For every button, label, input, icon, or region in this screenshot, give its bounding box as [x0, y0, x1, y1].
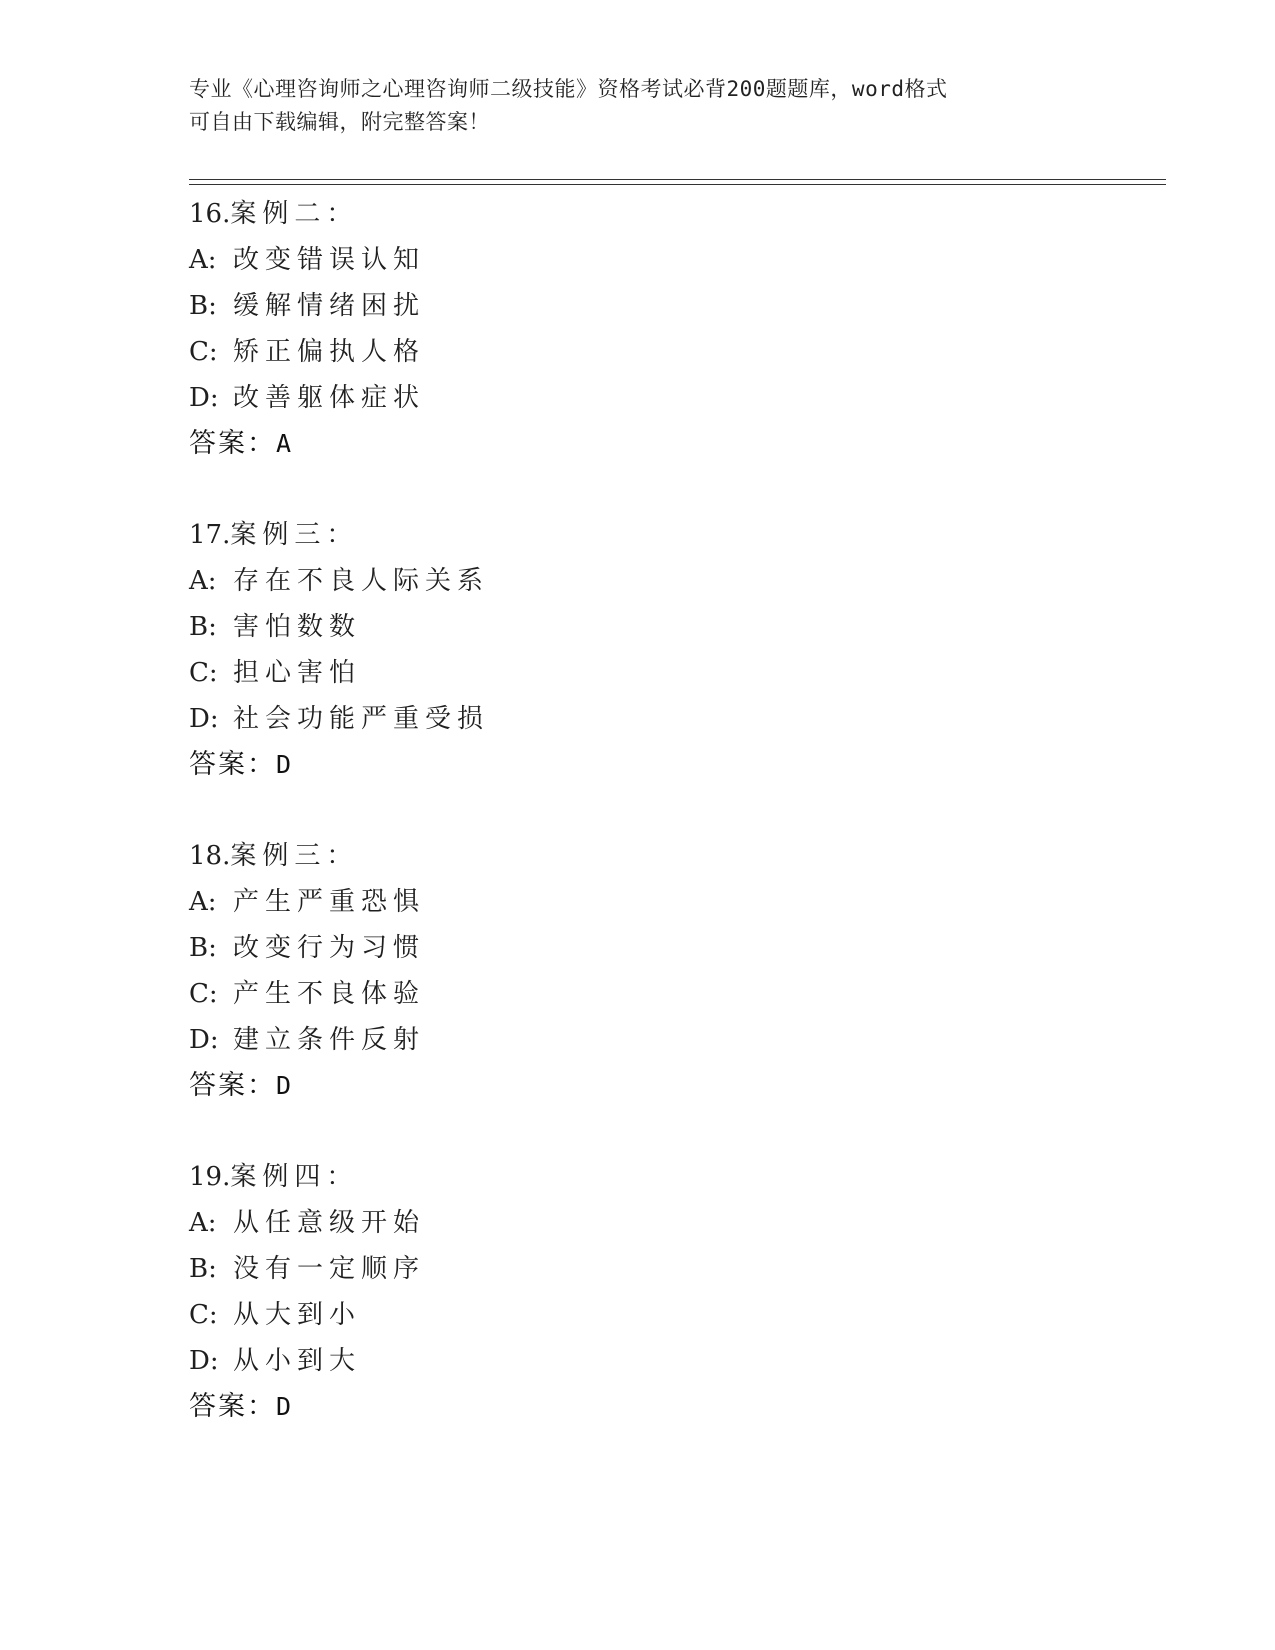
option-c [189, 329, 1089, 375]
header-title-line-2: 可自由下载编辑，附完整答案！ [189, 110, 490, 134]
option-text: 产生严重恐惧 [233, 887, 426, 917]
option-b [189, 925, 1089, 971]
answer-label: 答案： [189, 428, 276, 459]
option-key: A: [189, 245, 217, 275]
option-a [189, 558, 1089, 604]
answer-label: 答案： [189, 1070, 276, 1101]
option-text: 社会功能严重受损 [233, 704, 490, 734]
option-key: A: [189, 566, 217, 596]
option-text: 产生不良体验 [233, 979, 426, 1009]
option-key: B: [189, 291, 217, 321]
option-c [189, 971, 1089, 1017]
option-text: 改变错误认知 [233, 245, 426, 275]
question-text: 案例三： [230, 841, 359, 871]
option-text: 缓解情绪困扰 [233, 291, 426, 321]
option-key: C: [189, 1300, 218, 1330]
option-c [189, 1292, 1089, 1338]
option-key: C: [189, 658, 218, 688]
option-key: D: [189, 704, 219, 734]
question-number: 19. [189, 1162, 231, 1192]
option-c [189, 650, 1089, 696]
header-title-line-1: 专业《心理咨询师之心理咨询师二级技能》资格考试必背200题题库，word格式 [189, 77, 948, 101]
option-key: A: [189, 887, 217, 917]
header-divider-bottom [189, 184, 1166, 185]
option-d [189, 696, 1089, 742]
question-18 [189, 833, 1089, 1154]
option-d [189, 1338, 1089, 1384]
option-key: C: [189, 979, 218, 1009]
option-key: D: [189, 1025, 219, 1055]
answer-label: 答案： [189, 1391, 276, 1422]
option-a [189, 237, 1089, 283]
option-key: B: [189, 1254, 217, 1284]
option-text: 矫正偏执人格 [233, 337, 426, 367]
option-text: 改善躯体症状 [233, 383, 426, 413]
answer-value: D [276, 1071, 292, 1100]
answer-value: D [276, 1392, 292, 1421]
option-a [189, 879, 1089, 925]
question-text: 案例三： [230, 520, 359, 550]
option-key: B: [189, 612, 217, 642]
answer-line [189, 742, 1089, 788]
option-text: 从小到大 [233, 1346, 362, 1376]
answer-value: D [276, 750, 292, 779]
option-d [189, 1017, 1089, 1063]
question-16 [189, 191, 1089, 512]
question-title [189, 1154, 1089, 1200]
question-19 [189, 1154, 1089, 1475]
option-text: 没有一定顺序 [233, 1254, 426, 1284]
question-17 [189, 512, 1089, 833]
option-key: A: [189, 1208, 217, 1238]
answer-label: 答案： [189, 749, 276, 780]
option-a [189, 1200, 1089, 1246]
question-title [189, 833, 1089, 879]
question-text: 案例二： [230, 199, 359, 229]
option-text: 改变行为习惯 [233, 933, 426, 963]
option-d [189, 375, 1089, 421]
question-number: 18. [189, 841, 231, 871]
question-title [189, 512, 1089, 558]
option-key: B: [189, 933, 217, 963]
question-number: 16. [189, 199, 231, 229]
option-key: D: [189, 383, 219, 413]
option-text: 从大到小 [233, 1300, 362, 1330]
question-title [189, 191, 1089, 237]
option-text: 担心害怕 [233, 658, 362, 688]
document-header [189, 73, 1089, 139]
answer-line [189, 1384, 1089, 1430]
answer-line [189, 1063, 1089, 1109]
option-b [189, 283, 1089, 329]
question-list [189, 191, 1089, 1475]
answer-value: A [276, 429, 292, 458]
option-text: 害怕数数 [233, 612, 362, 642]
option-b [189, 1246, 1089, 1292]
option-key: D: [189, 1346, 219, 1376]
option-text: 从任意级开始 [233, 1208, 426, 1238]
question-number: 17. [189, 520, 231, 550]
option-key: C: [189, 337, 218, 367]
option-text: 存在不良人际关系 [233, 566, 490, 596]
option-text: 建立条件反射 [233, 1025, 426, 1055]
question-text: 案例四： [230, 1162, 359, 1192]
answer-line [189, 421, 1089, 467]
option-b [189, 604, 1089, 650]
header-divider-top [189, 179, 1166, 180]
